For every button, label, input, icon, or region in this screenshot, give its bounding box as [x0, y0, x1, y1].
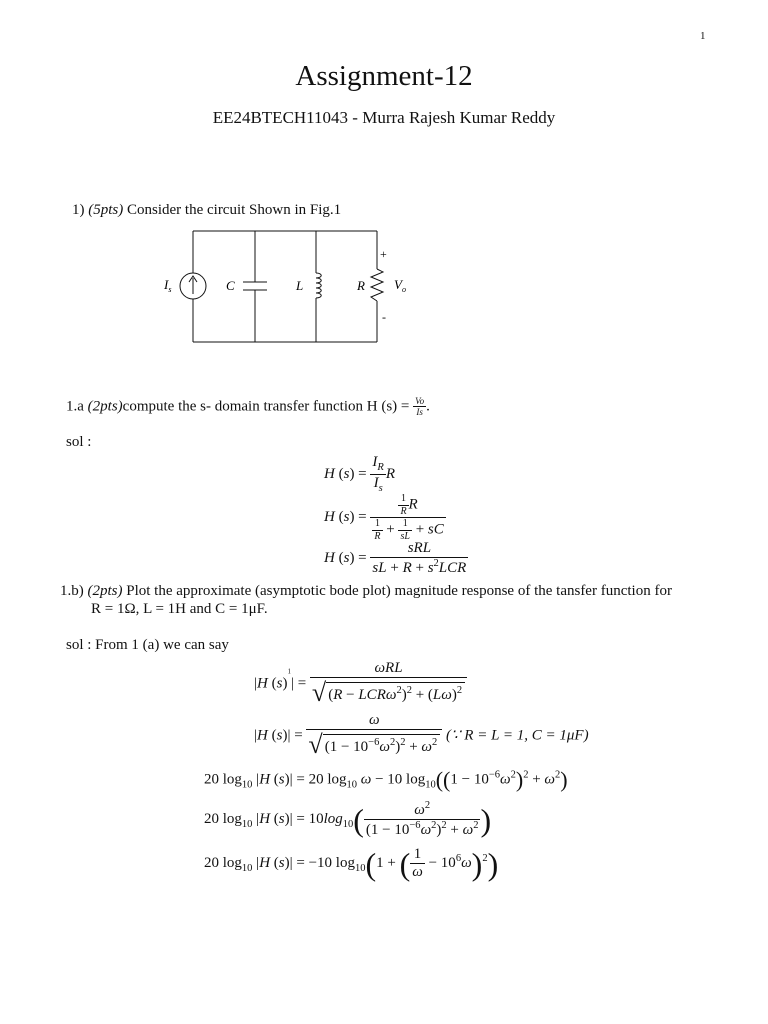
transfer-fraction: $\frac{Vo}{Is}$: [415, 396, 425, 418]
question-1a-points: (2pts): [87, 398, 123, 415]
question-1a-text: compute the s- domain transfer function H (s) =: [122, 398, 410, 415]
question-1b-points: (2pts): [87, 583, 123, 599]
footnote-mark: 1: [287, 667, 291, 676]
question-1b-line2: R = 1Ω, L = 1H and C = 1μF.: [91, 601, 268, 617]
equation-h-admittance: H (s) = $\frac{1}{R}$ R $\frac{1}{R}$ + $\frac{1}{sL}$ + sC: [324, 493, 444, 542]
equation-h-srl: H (s) = $\frac{\text{sRL}}{sL + R + s^2LCR}$: [324, 540, 467, 577]
equation-mag-general: |H $(s)^1|$ = $\frac{\text{ωRL}}{√ (R - LCR\omega^2)^2 + (L\omega)^2}$: [254, 660, 467, 708]
equation-h-ir: H (s) = $\frac{I_R}{I_s}$ R: [324, 454, 395, 495]
vout-minus: -: [382, 310, 386, 324]
equation-db-ratio: 20 $\log_{10} |H$ $(s)| = 10\log_{10}$( $\frac{\omega^2}{(1 - 10^{-6}\omega^2)^2 + \omega^2}$ ): [204, 800, 492, 839]
question-1-text: Consider the circuit Shown in Fig.1: [127, 202, 342, 218]
circuit-diagram: [150, 225, 410, 350]
inductor-coil: [316, 273, 321, 298]
capacitor-label: C: [226, 278, 235, 293]
sol-1b: sol : From 1 (a) we can say: [66, 637, 229, 653]
vout-label: $V_o$: [394, 277, 406, 294]
question-1a: 1.a (2pts)compute the s- domain transfer function H (s) = $\frac{Vo}{Is}$ .: [66, 396, 430, 418]
equation-mag-numeric: |H (s)| = $\frac{\omega}{√ (1 - 10^{-6}\omega^2)^2 + \omega^2}$ (∵ R = L = 1, C = 1μF): [254, 712, 589, 760]
source-label: $I_s$: [164, 277, 172, 294]
sol-1a: sol :: [66, 434, 92, 450]
question-1-points: (5pts): [88, 202, 124, 218]
resistor-label: R: [357, 278, 365, 293]
resistor-zigzag: [371, 269, 383, 301]
author-line: EE24BTECH11043 - Murra Rajesh Kumar Reddy: [212, 108, 556, 127]
equation-db-expansion: 20 $\log_{10} |H$ (s)| = 20 $\log_{10} \omega - 10$ $\log_{10}((1 - 10^{-6}\omega^2)^2 + \omega^2)$: [204, 767, 568, 792]
question-1b-line1: Plot the approximate (asymptotic bode plot) magnitude response of the tansfer function for: [126, 583, 672, 599]
question-1b: [60, 583, 672, 600]
page-number: 1: [700, 30, 706, 42]
equation-db-final: 20 $\log_{10} |H$ (s)| = −10 $\log_{10}(1$ + ( $\frac{1}{\omega}$ − $10^6\omega)^2$): [204, 845, 499, 882]
vout-plus: +: [380, 247, 387, 261]
document-title: Assignment-12: [295, 60, 473, 92]
question-1b-label: 1.b): [60, 583, 84, 599]
question-1-label: 1): [72, 202, 85, 218]
condition-text: (∵ R = L = 1, C = 1μF): [446, 727, 589, 744]
question-1: [72, 202, 341, 219]
inductor-label: L: [296, 278, 304, 293]
question-1a-label: 1.a: [66, 398, 84, 415]
